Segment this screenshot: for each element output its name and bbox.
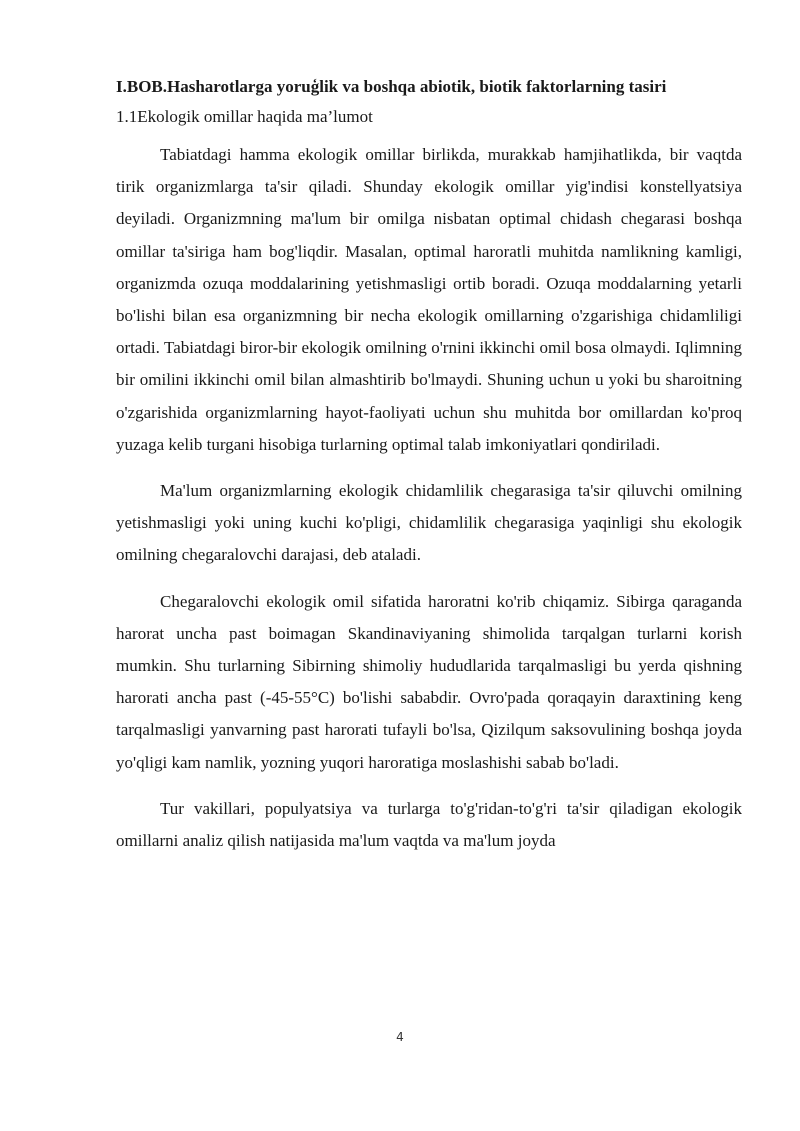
paragraph: Chegaralovchi ekologik omil sifatida haroratni ko'rib chiqamiz. Sibirga qaraganda harorat uncha past boimagan Skandinaviyaning shimolida tarqalgan turlarni korish mumkin. Shu turlarning Sibirning shimoliy hududlarida tarqalmasligi bu yerda qishning harorati ancha past (-45-55°C) bo'lishi sababdir. Ovro'pada qoraqayin daraxtining keng tarqalmasligi yanvarning past harorati tufayli bo'lsa, Qizilqum saksovulining boshqa joyda yo'qligi kam namlik, yozning yuqori haroratiga moslashishi sabab bo'ladi. xyxy=(116,591,742,772)
section-heading: 1.1Ekologik omillar haqida ma’lumot xyxy=(116,107,373,126)
paragraph: Ma'lum organizmlarning ekologik chidamlilik chegarasiga ta'sir qiluvchi omilning yetishmasligi yoki uning kuchi ko'pligi, chidamlilik chegarasiga yaqinligi shu ekologik omilning chegaralovchi darajasi, deb ataladi. xyxy=(116,481,742,565)
paragraph: Tabiatdagi hamma ekologik omillar birlikda, murakkab hamjihatlikda, bir vaqtda tirik organizmlarga ta'sir qiladi. Shunday ekologik omillar yig'indisi konstellyatsiya deyiladi. Organizmning ma'lum bir omilga nisbatan optimal chidash chegarasi boshqa omillar ta'siriga ham bog'liqdir. Masalan, optimal haroratli muhitda namlikning kamligi, organizmda ozuqa moddalarining yetishmasligi ortib boradi. Ozuqa moddalarning yetarli bo'lishi bilan esa organizmning bir necha ekologik omillarning o'zgarishiga chidamliligi ortadi. Tabiatdagi biror-bir ekologik omilning o'rnini ikkinchi omil bosa olmaydi. Iqlimning bir omilini ikkinchi omil bilan almashtirib bo'lmaydi. Shuning uchun u yoki bu sharoitning o'zgarishida organizmlarning hayot-faoliyati uchun shu muhitda bor omillardan ko'proq yuzaga kelib turgani hisobiga turlarning optimal talab imkoniyatlari qondiriladi. xyxy=(116,145,742,454)
page-number: 4 xyxy=(396,1030,404,1044)
chapter-heading: I.BOB.Hasharotlarga yoruģlik va boshqa abiotik, biotik faktorlarning tasiri xyxy=(116,77,667,96)
page-content xyxy=(116,74,742,871)
paragraph: Tur vakillari, populyatsiya va turlarga to'g'ridan-to'g'ri ta'sir qiladigan ekologik omillarni analiz qilish natijasida ma'lum vaqtda va ma'lum joyda xyxy=(116,798,742,851)
